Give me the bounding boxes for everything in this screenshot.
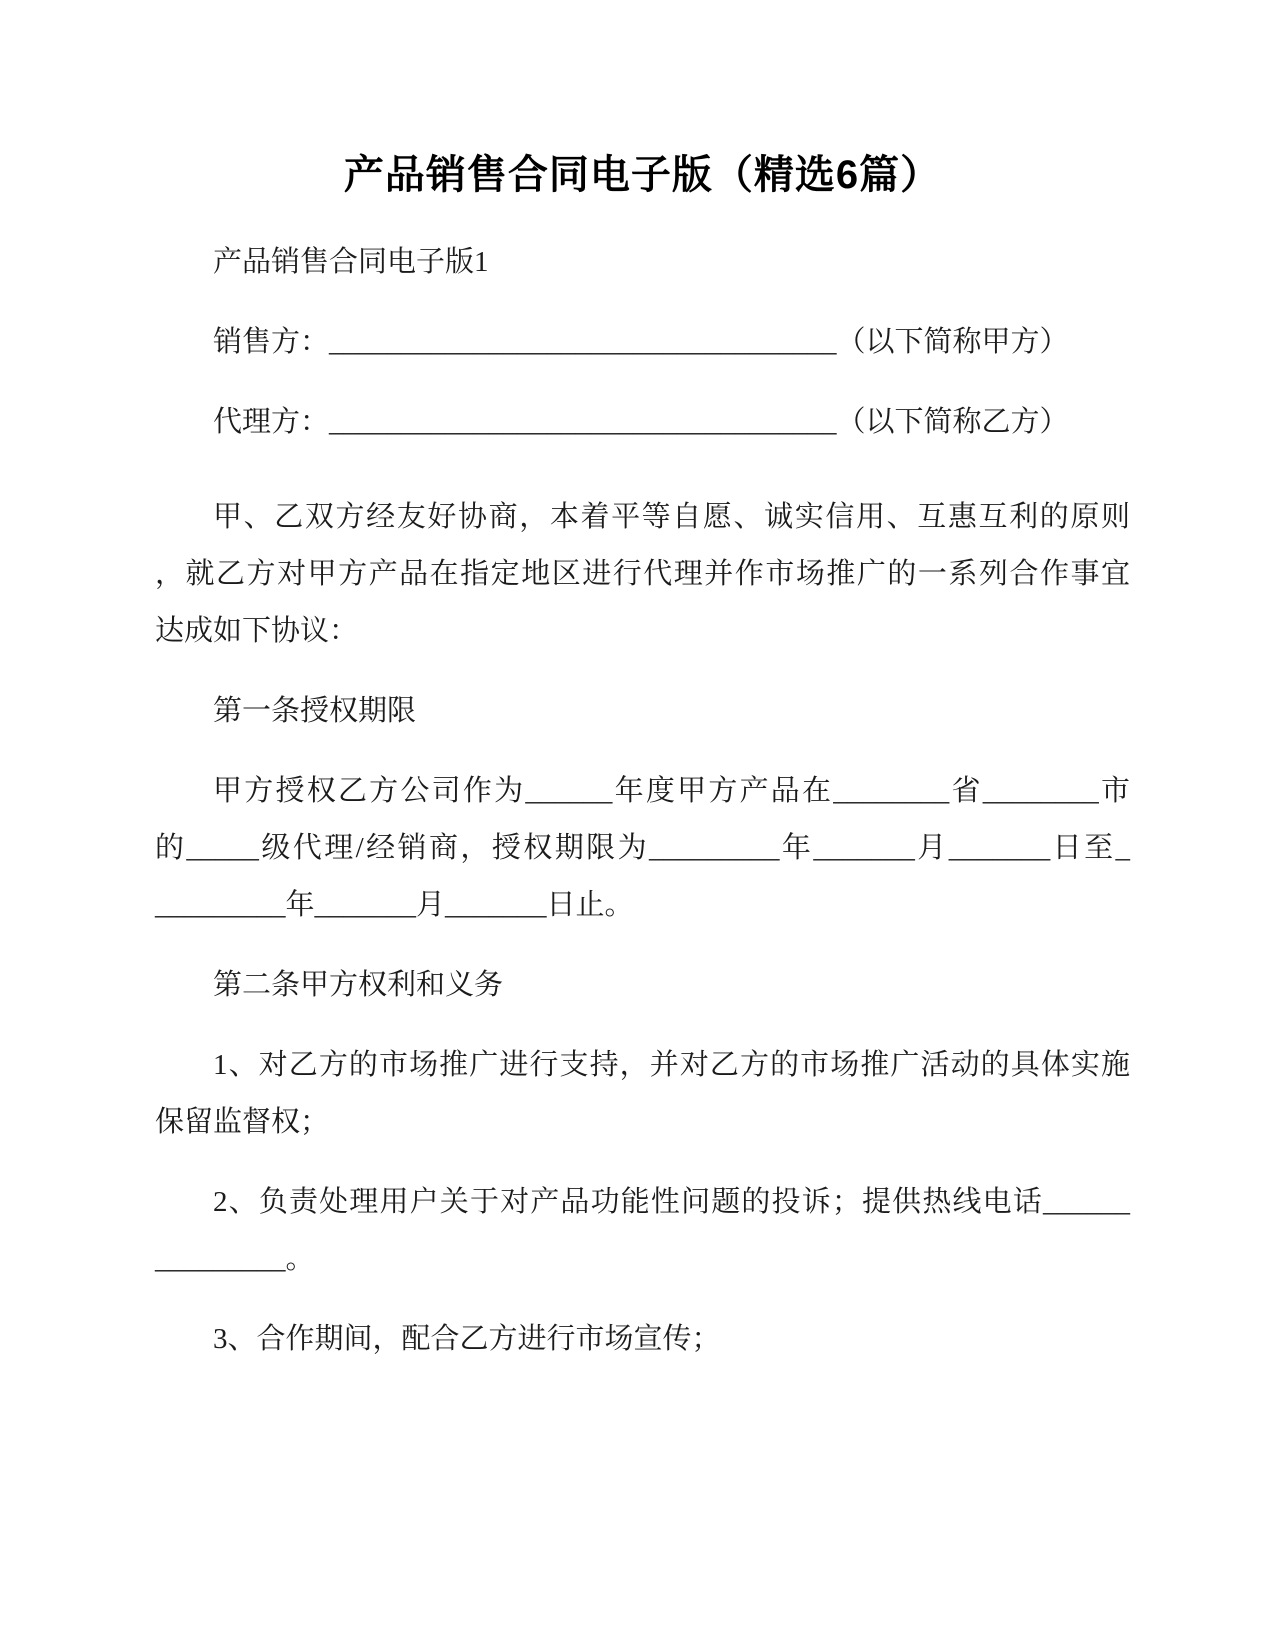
paragraph-item-2 (155, 1174, 1130, 1288)
text-line: 保留监督权； (155, 1106, 330, 1138)
text-line: 甲方授权乙方公司作为______年度甲方产品在________省________市 (213, 775, 1130, 807)
text-line: 达成如下协议： (155, 615, 359, 647)
paragraph-preamble (155, 489, 1130, 660)
text-line: 3、合作期间，配合乙方进行市场宣传； (213, 1323, 721, 1355)
paragraph-item-3 (155, 1311, 1130, 1368)
heading-article-2 (155, 957, 1130, 1014)
paragraph-article-1-terms (155, 763, 1130, 934)
document-body (155, 234, 1130, 1368)
heading-article-1 (155, 683, 1130, 740)
text-line: 第一条授权期限 (213, 695, 417, 727)
paragraph-item-1 (155, 1037, 1130, 1151)
text-line: 销售方：___________________________________（以下简称甲方） (213, 326, 1069, 358)
text-line: 1、对乙方的市场推广进行支持，并对乙方的市场推广活动的具体实施 (213, 1049, 1130, 1081)
text-line: 代理方：___________________________________（以下简称乙方） (213, 406, 1069, 438)
text-line: _________年_______月_______日止。 (155, 889, 634, 921)
text-line: 甲、乙双方经友好协商，本着平等自愿、诚实信用、互惠互利的原则 (213, 501, 1130, 533)
text-line: 产品销售合同电子版1 (213, 246, 489, 278)
document-title: 产品销售合同电子版（精选6篇） (343, 153, 942, 197)
text-line: 的_____级代理/经销商，授权期限为_________年_______月_______日至_ (155, 832, 1130, 864)
paragraph-subtitle (155, 234, 1130, 291)
text-line: 2、负责处理用户关于对产品功能性问题的投诉；提供热线电话______ (213, 1186, 1130, 1218)
paragraph-agent-line (155, 394, 1130, 451)
text-line: 第二条甲方权利和义务 (213, 969, 504, 1001)
paragraph-seller-line (155, 314, 1130, 371)
text-line: _________。 (155, 1243, 315, 1275)
text-line: ，就乙方对甲方产品在指定地区进行代理并作市场推广的一系列合作事宜 (155, 558, 1130, 590)
